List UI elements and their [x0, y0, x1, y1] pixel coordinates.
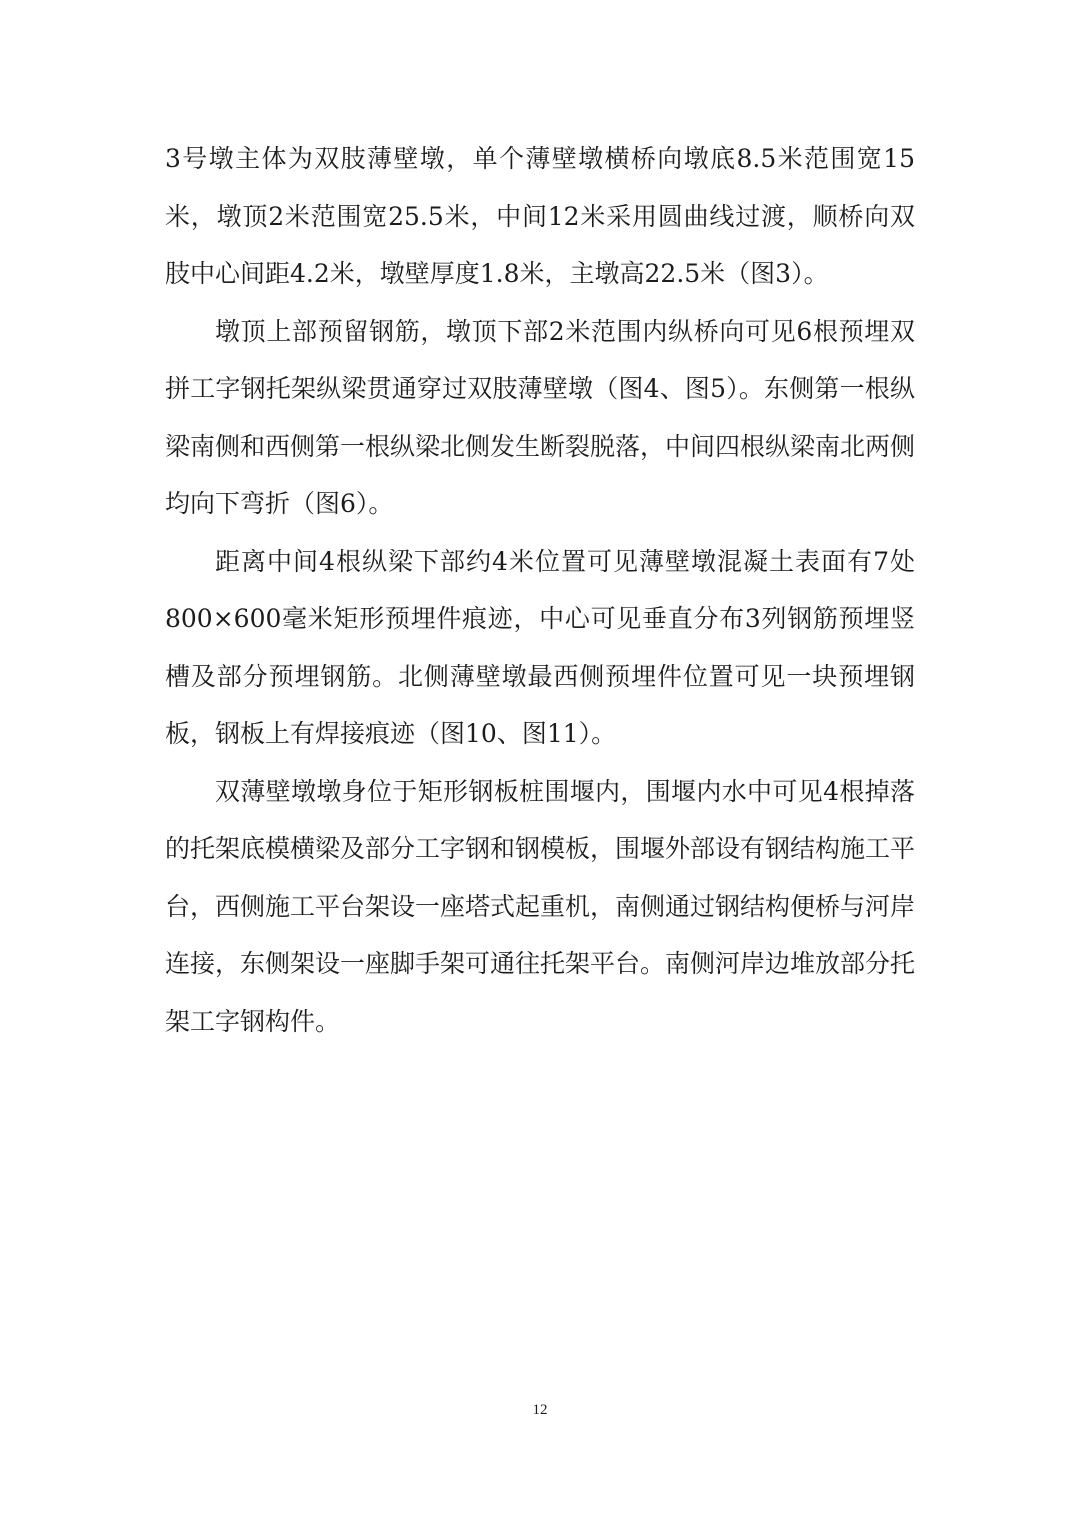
document-body	[165, 130, 915, 1050]
paragraph-pier-top-girders: 墩顶上部预留钢筋，墩顶下部2米范围内纵桥向可见6根预埋双拼工字钢托架纵梁贯通穿过双肢薄壁墩（图4、图5）。东侧第一根纵梁南侧和西侧第一根纵梁北侧发生断裂脱落，中间四根纵梁南北两侧均向下弯折（图6）。	[165, 316, 916, 518]
page-number: 12	[532, 1402, 548, 1418]
paragraph-embedded-parts: 距离中间4根纵梁下部约4米位置可见薄壁墩混凝土表面有7处800×600毫米矩形预埋件痕迹，中心可见垂直分布3列钢筋预埋竖槽及部分预埋钢筋。北侧薄壁墩最西侧预埋件位置可见一块预埋钢板，钢板上有焊接痕迹（图10、图11）。	[165, 546, 915, 748]
paragraph-cofferdam-site: 双薄壁墩墩身位于矩形钢板桩围堰内，围堰内水中可见4根掉落的托架底模横梁及部分工字钢和钢模板，围堰外部设有钢结构施工平台，西侧施工平台架设一座塔式起重机，南侧通过钢结构便桥与河岸连接，东侧架设一座脚手架可通往托架平台。南侧河岸边堆放部分托架工字钢构件。	[165, 776, 916, 1036]
paragraph-pier-structure: 3号墩主体为双肢薄壁墩，单个薄壁墩横桥向墩底8.5米范围宽15米，墩顶2米范围宽25.5米，中间12米采用圆曲线过渡，顺桥向双肢中心间距4.2米，墩壁厚度1.8米，主墩高22.5米（图3）。	[165, 144, 915, 288]
